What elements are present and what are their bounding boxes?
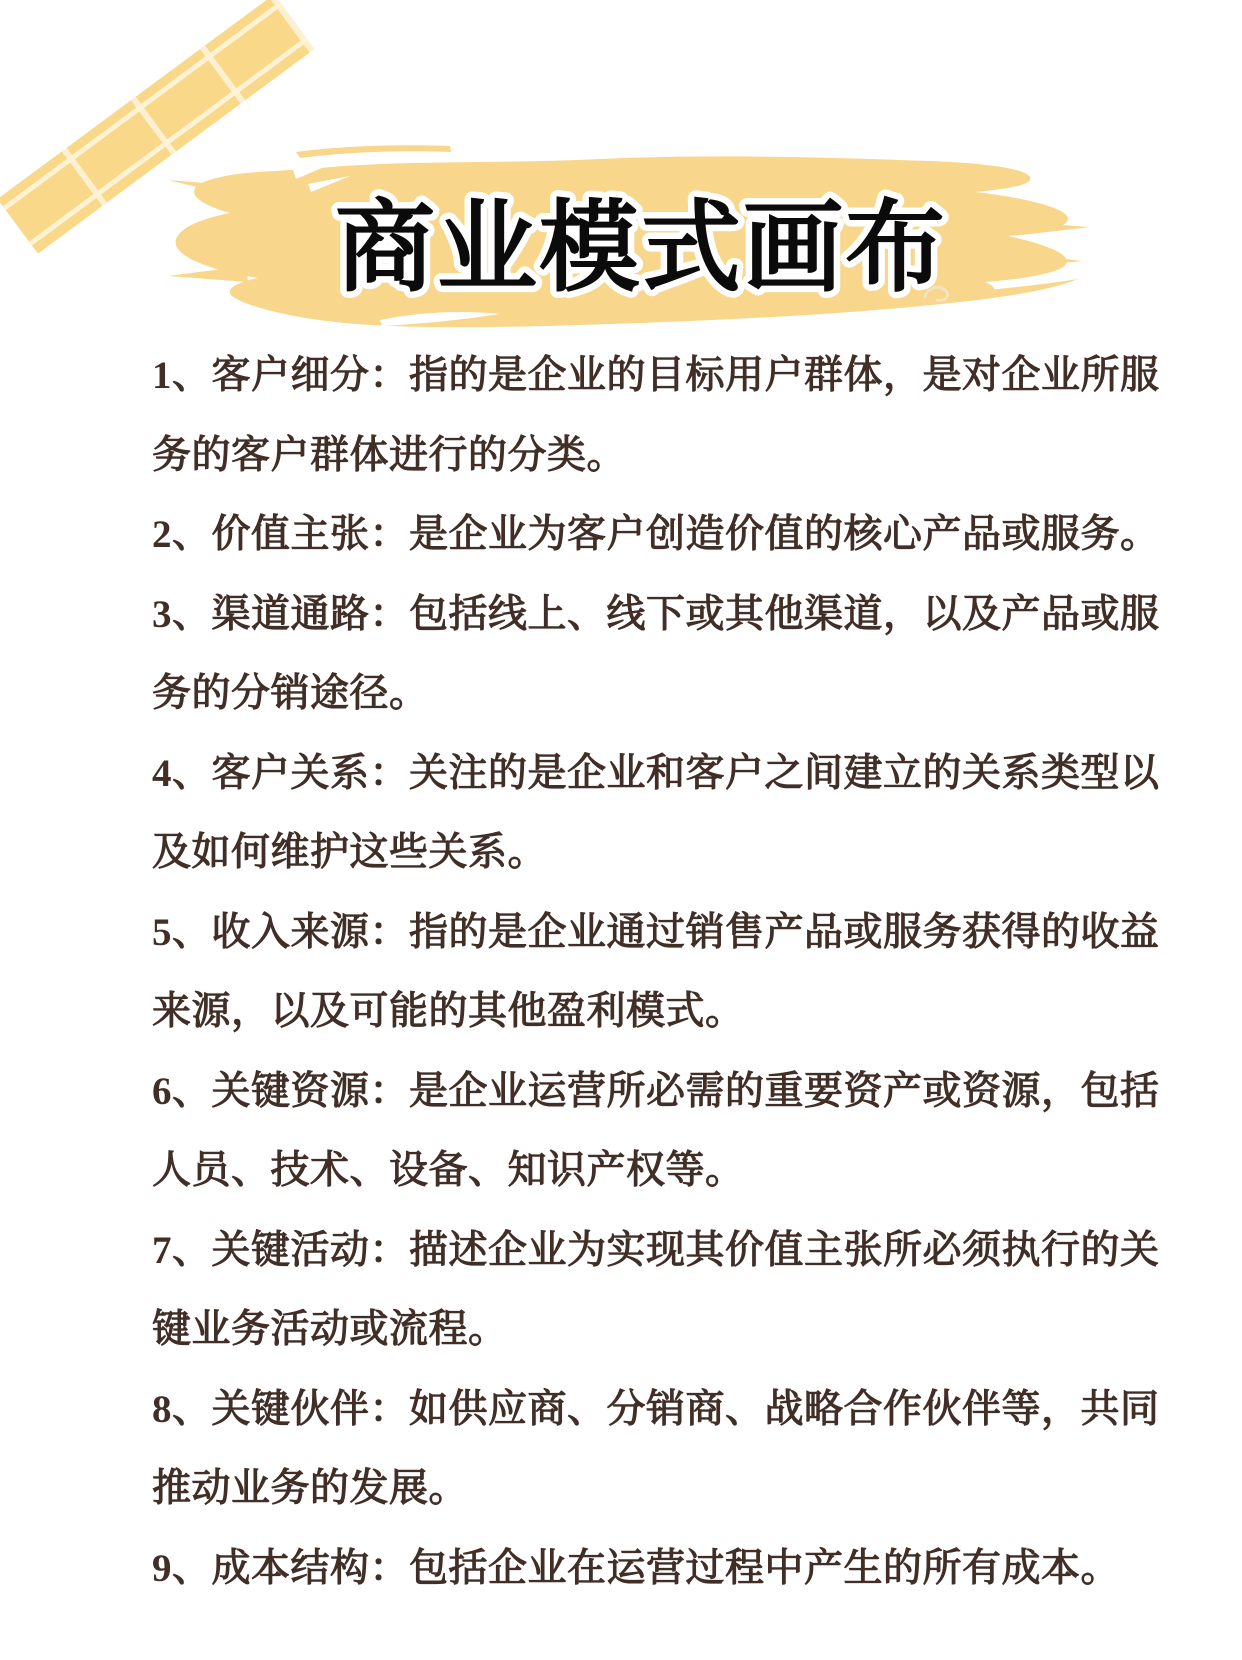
body-line-item-9: 9、成本结构：包括企业在运营过程中产生的所有成本。	[152, 1546, 1121, 1590]
body-line-item-2: 2、价值主张：是企业为客户创造价值的核心产品或服务。	[152, 513, 1160, 556]
body-line-item-6: 6、关键资源：是企业运营所必需的重要资产或资源，包括	[152, 1069, 1160, 1113]
body-line-item-1: 1、客户细分：指的是企业的目标用户群体，是对企业所服	[152, 354, 1160, 397]
body-text	[152, 336, 1160, 1608]
body-line-item-4: 及如何维护这些关系。	[152, 831, 548, 874]
body-line-item-7: 键业务活动或流程。	[152, 1308, 508, 1351]
body-line-item-7: 7、关键活动：描述企业为实现其价值主张所必须执行的关	[152, 1228, 1160, 1272]
body-line-item-8: 8、关键伙伴：如供应商、分销商、战略合作伙伴等，共同	[152, 1387, 1160, 1431]
body-line-item-5: 5、收入来源：指的是企业通过销售产品或服务获得的收益	[152, 910, 1160, 954]
body-line-item-3: 3、渠道通路：包括线上、线下或其他渠道，以及产品或服	[152, 592, 1160, 636]
body-line-item-4: 4、客户关系：关注的是企业和客户之间建立的关系类型以	[152, 751, 1160, 795]
title-header	[0, 0, 1242, 380]
body-line-item-8: 推动业务的发展。	[152, 1467, 469, 1510]
body-line-item-3: 务的分销途径。	[152, 672, 429, 715]
page-title: 商业模式画布	[335, 189, 947, 306]
body-line-item-1: 务的客户群体进行的分类。	[152, 433, 627, 477]
body-line-item-5: 来源，以及可能的其他盈利模式。	[152, 990, 745, 1033]
body-line-item-6: 人员、技术、设备、知识产权等。	[152, 1149, 745, 1192]
